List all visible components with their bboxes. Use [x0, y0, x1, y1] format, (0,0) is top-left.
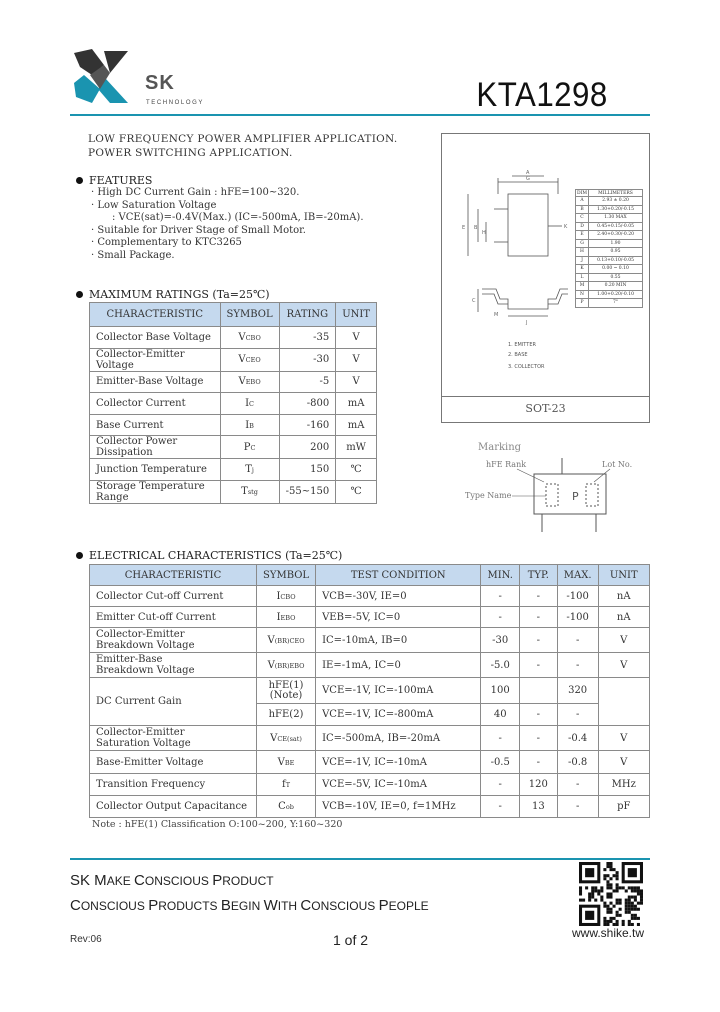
- brand-name: SK: [145, 72, 175, 94]
- symbol-cell: Cob: [257, 796, 316, 818]
- feature-item: : VCE(sat)=-0.4V(Max.) (IC=-500mA, IB=-20mA).: [112, 212, 364, 223]
- min-cell: 100: [481, 678, 519, 704]
- lot-label: Lot No.: [602, 460, 633, 469]
- dim-value: 0.55: [589, 273, 643, 282]
- char-cell: Collector Base Voltage: [90, 327, 221, 349]
- table-row: [90, 480, 377, 503]
- typ-cell: -: [519, 653, 557, 678]
- rating-cell: -35: [279, 327, 336, 349]
- max-cell: -: [557, 628, 598, 653]
- typ-cell: [519, 678, 557, 704]
- min-cell: -: [481, 586, 519, 607]
- unit-cell: V: [336, 348, 377, 371]
- typ-cell: -: [519, 586, 557, 607]
- dim-header: DIM: [577, 190, 587, 196]
- min-cell: -: [481, 607, 519, 628]
- symbol-cell: VCEO: [220, 348, 279, 371]
- min-cell: -30: [481, 628, 519, 653]
- col-header: SYMBOL: [257, 565, 316, 586]
- pin-label: 1. EMITTER: [508, 342, 536, 348]
- unit-cell: MHz: [598, 774, 649, 796]
- table-row: [90, 393, 377, 415]
- dim-value: 0.45+0.15/-0.05: [589, 222, 643, 231]
- dim-letter: J: [576, 256, 589, 265]
- typ-cell: -: [519, 726, 557, 751]
- max-cell: -: [557, 653, 598, 678]
- unit-cell: mW: [336, 436, 377, 459]
- svg-text:B: B: [474, 225, 478, 231]
- rating-cell: 150: [279, 459, 336, 481]
- dimension-table: [575, 189, 643, 308]
- dim-value: 2.93 ± 0.20: [589, 197, 643, 206]
- unit-cell: ℃: [336, 480, 377, 503]
- dim-letter: P: [576, 299, 589, 308]
- min-cell: -: [481, 796, 519, 818]
- dim-letter: M: [576, 282, 589, 291]
- col-header: CHARACTERISTIC: [90, 565, 257, 586]
- unit-cell: V: [598, 628, 649, 653]
- col-header: MAX.: [557, 565, 598, 586]
- typ-cell: -: [519, 607, 557, 628]
- dim-row: [576, 290, 643, 299]
- char-cell: Transition Frequency: [90, 774, 257, 796]
- dim-row: [576, 256, 643, 265]
- table-row: [90, 796, 650, 818]
- svg-text:E: E: [462, 225, 466, 231]
- typ-cell: 120: [519, 774, 557, 796]
- dim-row: [576, 265, 643, 274]
- type-label: Type Name: [465, 491, 512, 500]
- page-number: 1 of 2: [333, 932, 369, 948]
- dim-letter: E: [576, 231, 589, 240]
- dim-letter: N: [576, 290, 589, 299]
- max-ratings-title: MAXIMUM RATINGS (Ta=25℃): [89, 288, 270, 301]
- application-line-1: LOW FREQUENCY POWER AMPLIFIER APPLICATION.: [88, 133, 398, 145]
- symbol-cell: IC: [220, 393, 279, 415]
- dim-row: [576, 248, 643, 257]
- dim-row: [576, 231, 643, 240]
- col-header: TEST CONDITION: [316, 565, 481, 586]
- unit-cell: V: [598, 726, 649, 751]
- table-row: [90, 586, 650, 607]
- dim-row: [576, 197, 643, 206]
- col-header: UNIT: [336, 303, 377, 327]
- char-cell: DC Current Gain: [90, 678, 257, 726]
- dim-value: 0.20 MIN: [589, 282, 643, 291]
- unit-cell: nA: [598, 607, 649, 628]
- symbol-cell: hFE(1) (Note): [257, 678, 316, 704]
- svg-text:M: M: [494, 312, 499, 318]
- col-header: TYP.: [519, 565, 557, 586]
- rank-label: hFE Rank: [486, 460, 527, 469]
- col-header: CHARACTERISTIC: [90, 303, 221, 327]
- symbol-cell: V(BR)EBO: [257, 653, 316, 678]
- dim-letter: K: [576, 265, 589, 274]
- table-row: [90, 726, 650, 751]
- dim-letter: G: [576, 239, 589, 248]
- max-cell: -: [557, 774, 598, 796]
- svg-text:A: A: [526, 170, 530, 176]
- dim-value: 1.00+0.20/-0.10: [589, 290, 643, 299]
- typ-cell: 13: [519, 796, 557, 818]
- svg-text:G: G: [526, 176, 530, 182]
- dim-letter: H: [576, 248, 589, 257]
- package-drawing: [441, 133, 650, 423]
- condition-cell: VCE=-1V, IC=-100mA: [316, 678, 481, 704]
- rating-cell: 200: [279, 436, 336, 459]
- char-cell: Base Current: [90, 414, 221, 436]
- rating-cell: -30: [279, 348, 336, 371]
- elec-title: ELECTRICAL CHARACTERISTICS (Ta=25℃): [89, 549, 343, 562]
- dim-row: [576, 239, 643, 248]
- bullet-icon: [76, 177, 83, 184]
- symbol-cell: IB: [220, 414, 279, 436]
- dim-row: [576, 282, 643, 291]
- part-number: KTA1298: [476, 76, 608, 114]
- char-cell: Collector-Emitter Breakdown Voltage: [90, 628, 257, 653]
- col-header: MIN.: [481, 565, 519, 586]
- dim-letter: L: [576, 273, 589, 282]
- min-cell: 40: [481, 704, 519, 726]
- char-cell: Collector Current: [90, 393, 221, 415]
- table-row: [90, 459, 377, 481]
- symbol-cell: VEBO: [220, 371, 279, 393]
- condition-cell: VCB=-10V, IE=0, f=1MHz: [316, 796, 481, 818]
- condition-cell: VCE=-5V, IC=-10mA: [316, 774, 481, 796]
- dim-row: [576, 299, 643, 308]
- header-rule: [70, 114, 650, 116]
- condition-cell: IC=-10mA, IB=0: [316, 628, 481, 653]
- unit-cell: V: [598, 751, 649, 774]
- slogan-line-2: CONSCIOUS PRODUCTS BEGIN WITH CONSCIOUS PEOPLE: [70, 897, 429, 914]
- dim-header: MILLIMETERS: [589, 190, 643, 197]
- table-row: [90, 678, 650, 704]
- symbol-cell: VCE(sat): [257, 726, 316, 751]
- dim-row: [576, 273, 643, 282]
- unit-cell: ℃: [336, 459, 377, 481]
- max-cell: -0.8: [557, 751, 598, 774]
- char-cell: Emitter-Base Breakdown Voltage: [90, 653, 257, 678]
- dim-row: [576, 205, 643, 214]
- bullet-icon: [76, 552, 83, 559]
- dim-value: 2.40+0.30/-0.20: [589, 231, 643, 240]
- unit-cell: nA: [598, 586, 649, 607]
- sk-logo: [70, 45, 132, 107]
- rating-cell: -800: [279, 393, 336, 415]
- char-cell: Collector Output Capacitance: [90, 796, 257, 818]
- rating-cell: -160: [279, 414, 336, 436]
- symbol-cell: Tj: [220, 459, 279, 481]
- svg-text:K: K: [564, 224, 568, 230]
- min-cell: -5.0: [481, 653, 519, 678]
- table-row: [90, 774, 650, 796]
- features-title: FEATURES: [89, 174, 153, 187]
- symbol-cell: hFE(2): [257, 704, 316, 726]
- pin-label: 3. COLLECTOR: [508, 364, 545, 370]
- dim-letter: C: [576, 214, 589, 223]
- unit-cell: V: [598, 653, 649, 678]
- svg-text:C: C: [472, 298, 476, 304]
- unit-cell: V: [336, 371, 377, 393]
- table-row: [90, 371, 377, 393]
- typ-cell: -: [519, 751, 557, 774]
- table-row: [90, 751, 650, 774]
- feature-item: · Small Package.: [91, 250, 175, 261]
- condition-cell: VCE=-1V, IC=-10mA: [316, 751, 481, 774]
- col-header: UNIT: [598, 565, 649, 586]
- marking-diagram: [462, 452, 652, 538]
- dim-value: 0.95: [589, 248, 643, 257]
- max-cell: -0.4: [557, 726, 598, 751]
- char-cell: Junction Temperature: [90, 459, 221, 481]
- application-line-2: POWER SWITCHING APPLICATION.: [88, 147, 293, 159]
- feature-item: · Low Saturation Voltage: [91, 200, 217, 211]
- svg-text:P: P: [572, 490, 579, 503]
- table-row: [90, 348, 377, 371]
- package-name: SOT-23: [525, 402, 566, 415]
- classification-note: Note : hFE(1) Classification O:100~200, Y:160~320: [92, 819, 343, 830]
- col-header: RATING: [279, 303, 336, 327]
- unit-cell: mA: [336, 393, 377, 415]
- condition-cell: IC=-500mA, IB=-20mA: [316, 726, 481, 751]
- max-cell: -: [557, 796, 598, 818]
- unit-cell: [598, 678, 649, 726]
- symbol-cell: PC: [220, 436, 279, 459]
- qr-code-icon: [579, 862, 643, 926]
- condition-cell: IE=-1mA, IC=0: [316, 653, 481, 678]
- website-url: www.shike.tw: [572, 926, 645, 940]
- typ-cell: -: [519, 704, 557, 726]
- dim-value: 1.30+0.20/-0.15: [589, 205, 643, 214]
- electrical-table: [89, 564, 650, 818]
- table-row: [90, 607, 650, 628]
- unit-cell: pF: [598, 796, 649, 818]
- max-cell: -100: [557, 586, 598, 607]
- dim-value: 0.13+0.10/-0.05: [589, 256, 643, 265]
- max-ratings-heading: [76, 288, 270, 301]
- dim-value: 7°: [589, 299, 643, 308]
- symbol-cell: fT: [257, 774, 316, 796]
- slogan-line-1: SK MAKE CONSCIOUS PRODUCT: [70, 872, 274, 889]
- bullet-icon: [76, 291, 83, 298]
- svg-text:H: H: [482, 230, 486, 236]
- max-cell: 320: [557, 678, 598, 704]
- dim-row: [576, 214, 643, 223]
- condition-cell: VEB=-5V, IC=0: [316, 607, 481, 628]
- elec-heading: [76, 549, 342, 562]
- dim-row: [576, 222, 643, 231]
- package-divider: [441, 396, 650, 397]
- char-cell: Collector-Emitter Saturation Voltage: [90, 726, 257, 751]
- table-row: [90, 414, 377, 436]
- rating-cell: -55~150: [279, 480, 336, 503]
- dim-value: 0.00 ~ 0.10: [589, 265, 643, 274]
- dim-letter: D: [576, 222, 589, 231]
- dim-value: 1.30 MAX: [589, 214, 643, 223]
- min-cell: -: [481, 726, 519, 751]
- footer-rule: [70, 858, 650, 860]
- table-row: [90, 436, 377, 459]
- pin-label: 2. BASE: [508, 352, 528, 358]
- char-cell: Emitter-Base Voltage: [90, 371, 221, 393]
- char-cell: Storage Temperature Range: [90, 480, 221, 503]
- dim-value: 1.90: [589, 239, 643, 248]
- max-cell: -100: [557, 607, 598, 628]
- min-cell: -: [481, 774, 519, 796]
- col-header: SYMBOL: [220, 303, 279, 327]
- dim-letter: A: [576, 197, 589, 206]
- typ-cell: -: [519, 628, 557, 653]
- max-cell: -: [557, 704, 598, 726]
- condition-cell: VCE=-1V, IC=-800mA: [316, 704, 481, 726]
- feature-item: · High DC Current Gain : hFE=100~320.: [91, 187, 300, 198]
- max-ratings-table: [89, 302, 377, 504]
- symbol-cell: VCBO: [220, 327, 279, 349]
- table-row: [90, 653, 650, 678]
- table-header-row: [90, 565, 650, 586]
- table-row: [90, 628, 650, 653]
- table-header-row: [90, 303, 377, 327]
- char-cell: Collector-Emitter Voltage: [90, 348, 221, 371]
- min-cell: -0.5: [481, 751, 519, 774]
- dim-letter: B: [576, 205, 589, 214]
- feature-item: · Complementary to KTC3265: [91, 237, 242, 248]
- feature-item: · Suitable for Driver Stage of Small Motor.: [91, 225, 306, 236]
- revision: Rev:06: [70, 934, 102, 945]
- unit-cell: V: [336, 327, 377, 349]
- symbol-cell: Tstg: [220, 480, 279, 503]
- features-heading: [76, 174, 152, 187]
- svg-text:J: J: [526, 320, 528, 326]
- char-cell: Collector Power Dissipation: [90, 436, 221, 459]
- unit-cell: mA: [336, 414, 377, 436]
- char-cell: Collector Cut-off Current: [90, 586, 257, 607]
- char-cell: Emitter Cut-off Current: [90, 607, 257, 628]
- symbol-cell: VBE: [257, 751, 316, 774]
- brand-subtitle: TECHNOLOGY: [146, 100, 205, 106]
- char-cell: Base-Emitter Voltage: [90, 751, 257, 774]
- condition-cell: VCB=-30V, IE=0: [316, 586, 481, 607]
- rating-cell: -5: [279, 371, 336, 393]
- symbol-cell: IEBO: [257, 607, 316, 628]
- table-row: [90, 327, 377, 349]
- symbol-cell: V(BR)CEO: [257, 628, 316, 653]
- symbol-cell: ICBO: [257, 586, 316, 607]
- marking-title: Marking: [478, 442, 522, 453]
